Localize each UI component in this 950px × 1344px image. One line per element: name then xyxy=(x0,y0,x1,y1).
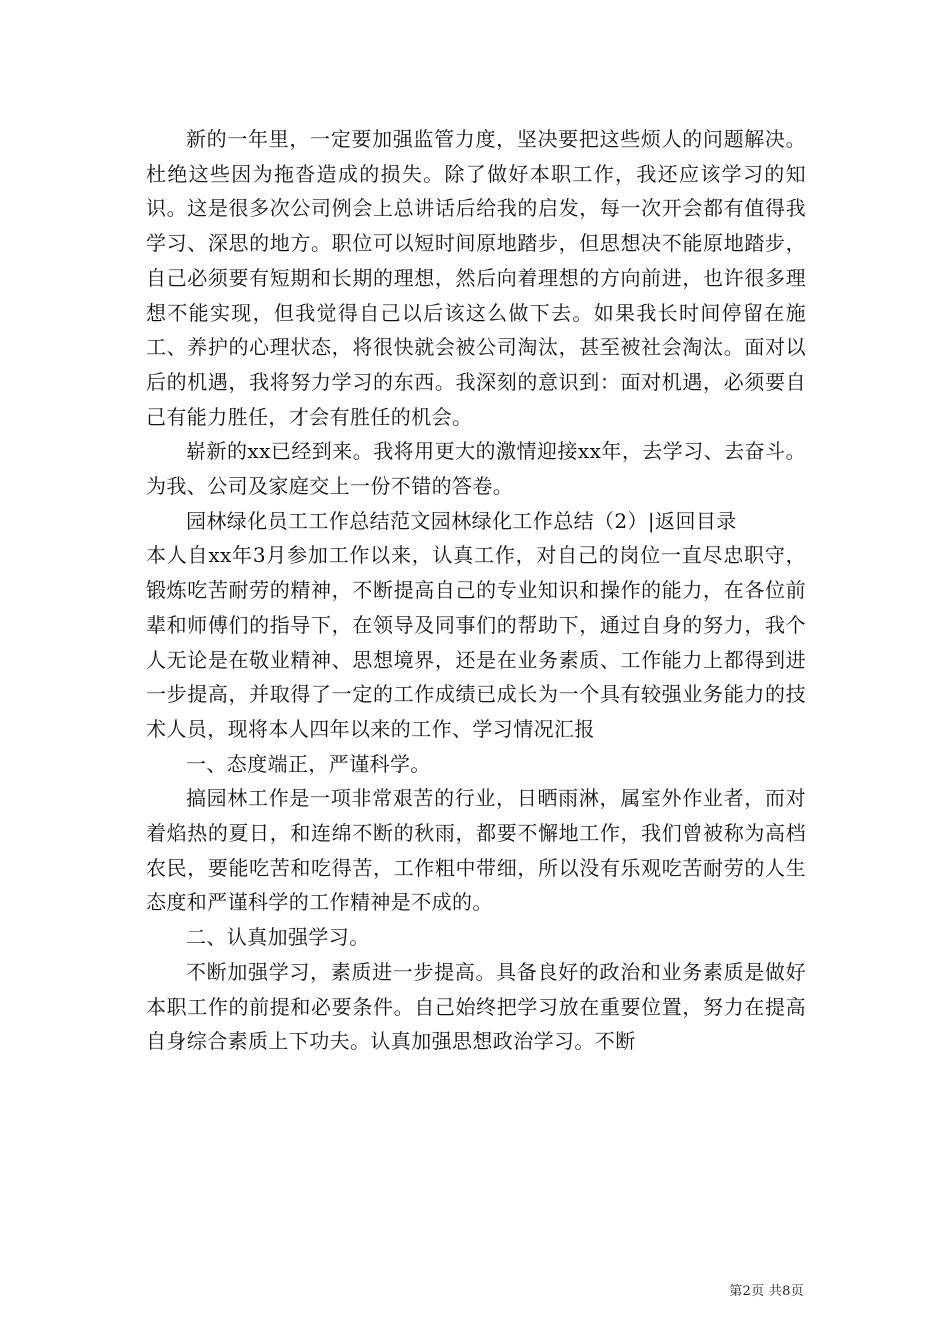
paragraph-intro: 本人自xx年3月参加工作以来，认真工作，对自己的岗位一直尽忠职守，锻炼吃苦耐劳的精神，不断提高自己的专业知识和操作的能力，在各位前辈和师傅们的指导下，在领导及同事们的帮助下，通过自身的努力，我个人无论是在敬业精神、思想境界，还是在业务素质、工作能力上都得到进一步提高，并取得了一定的工作成绩已成长为一个具有较强业务能力的技术人员，现将本人四年以来的工作、学习情况汇报 xyxy=(146,543,806,741)
page-number: 第2页 共8页 xyxy=(729,1284,804,1299)
paragraph-new-year: 新的一年里，一定要加强监管力度，坚决要把这些烦人的问题解决。杜绝这些因为拖沓造成的损失。除了做好本职工作，我还应该学习的知识。这是很多次公司例会上总讲话后给我的启发，每一次开会都有值得我学习、深思的地方。职位可以短时间原地踏步，但思想决不能原地踏步，自己必须要有短期和长期的理想，然后向着理想的方向前进，也许很多理想不能实现，但我觉得自己以后该这么做下去。如果我长时间停留在施工、养护的心理状态，将很快就会被公司淘汰，甚至被社会淘汰。面对以后的机遇，我将努力学习的东西。我深刻的意识到：面对机遇，必须要自己有能力胜任，才会有胜任的机会。 xyxy=(146,127,806,429)
document-body xyxy=(146,122,806,1059)
heading-study: 二、认真加强学习。 xyxy=(186,925,370,950)
paragraph-attitude: 搞园林工作是一项非常艰苦的行业，日晒雨淋，属室外作业者，而对着焰热的夏日，和连绵不断的秋雨，都要不懈地工作，我们曾被称为高档农民，要能吃苦和吃得苦，工作粗中带细，所以没有乐观吃苦耐劳的人生态度和严谨科学的工作精神是不成的。 xyxy=(146,786,806,915)
heading-attitude: 一、态度端正，严谨科学。 xyxy=(186,751,431,776)
paragraph-new-xx: 崭新的xx已经到来。我将用更大的激情迎接xx年，去学习、去奋斗。为我、公司及家庭交上一份不错的答卷。 xyxy=(146,439,806,499)
section-title-link[interactable]: 园林绿化员工工作总结范文园林绿化工作总结（2）|返回目录 xyxy=(186,508,737,533)
paragraph-study: 不断加强学习，素质进一步提高。具备良好的政治和业务素质是做好本职工作的前提和必要条件。自己始终把学习放在重要位置，努力在提高自身综合素质上下功夫。认真加强思想政治学习。不断 xyxy=(146,959,806,1054)
